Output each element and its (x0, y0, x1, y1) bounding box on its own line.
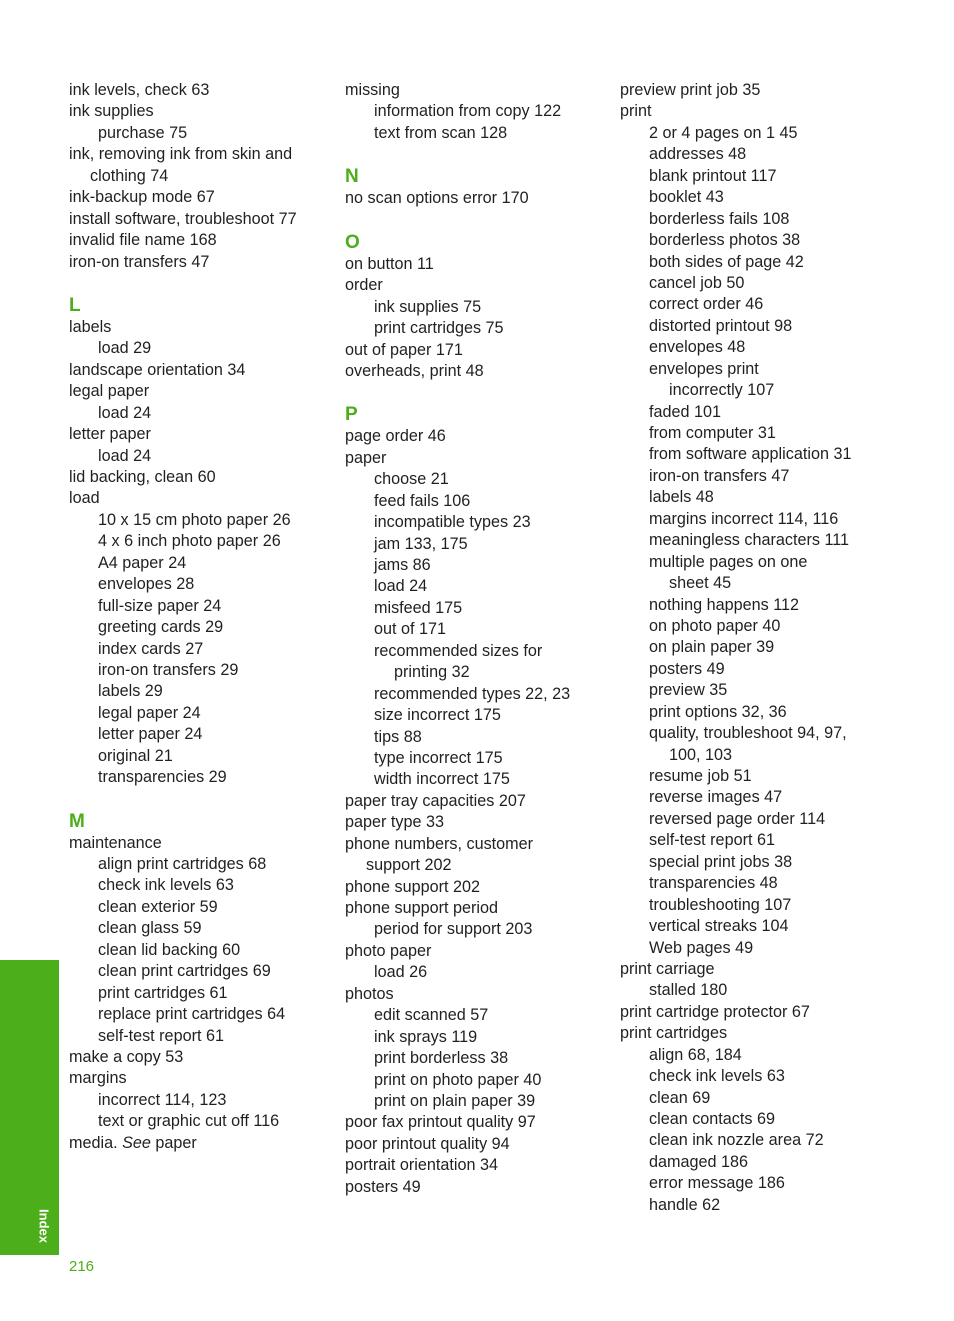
index-subentry: align print cartridges 68 (98, 855, 267, 873)
index-subentry: meaningless characters 111 (649, 531, 850, 550)
index-subentry: preview 35 (649, 681, 728, 700)
index-subentry: ink sprays 119 (374, 1027, 478, 1046)
index-subentry: load 26 (374, 963, 428, 982)
index-subentry: check ink levels 63 (649, 1067, 785, 1086)
index-subentry: transparencies 48 (649, 874, 778, 893)
index-subentry: print on plain paper 39 (374, 1091, 536, 1110)
index-entry: overheads, print 48 (345, 361, 484, 380)
index-subentry: envelopes print (649, 359, 759, 378)
index-subentry: troubleshooting 107 (649, 895, 792, 914)
index-subentry: special print jobs 38 (649, 852, 793, 871)
index-entry: phone support period (345, 899, 498, 917)
index-subentry: 4 x 6 inch photo paper 26 (98, 532, 281, 551)
index-entry: legal paper (69, 382, 150, 401)
index-subentry: information from copy 122 (374, 102, 562, 121)
index-letter-heading: L (69, 294, 81, 316)
index-subentry: error message 186 (649, 1174, 785, 1193)
index-subentry: full-size paper 24 (98, 596, 222, 615)
index-entry: margins (69, 1069, 127, 1088)
index-subentry: text from scan 128 (374, 123, 508, 142)
index-subentry: borderless fails 108 (649, 209, 790, 228)
index-entry: poor fax printout quality 97 (345, 1113, 536, 1132)
index-entry: on button 11 (345, 254, 434, 273)
page-number: 216 (69, 1258, 95, 1275)
index-subentry: purchase 75 (98, 123, 188, 142)
index-subentry: recommended sizes for (374, 641, 543, 660)
index-subentry: cancel job 50 (649, 273, 745, 292)
index-subentry: clean exterior 59 (98, 897, 218, 916)
index-subentry: incorrectly 107 (669, 381, 775, 400)
index-subentry: legal paper 24 (98, 703, 201, 722)
index-subentry: self-test report 61 (649, 831, 775, 850)
index-entry: ink supplies (69, 102, 154, 121)
index-subentry: incompatible types 23 (374, 513, 531, 532)
index-entry: order (345, 276, 383, 295)
index-entry: no scan options error 170 (345, 189, 529, 208)
index-subentry: clean contacts 69 (649, 1110, 775, 1128)
index-entry: print carriage (620, 959, 715, 978)
index-subentry: labels 29 (98, 682, 163, 701)
index-subentry: resume job 51 (649, 767, 752, 785)
index-subentry: ink supplies 75 (374, 297, 482, 316)
index-subentry: align 68, 184 (649, 1045, 742, 1064)
index-subentry: original 21 (98, 746, 173, 765)
index-entry: page order 46 (345, 427, 446, 446)
index-entry: landscape orientation 34 (69, 360, 246, 379)
index-subentry: load 24 (98, 446, 152, 465)
index-subentry: misfeed 175 (374, 598, 463, 617)
index-subentry: quality, troubleshoot 94, 97, (649, 724, 847, 743)
index-subentry: vertical streaks 104 (649, 917, 789, 936)
index-entry: preview print job 35 (620, 81, 761, 99)
index-subentry: borderless photos 38 (649, 231, 801, 250)
index-entry: print (620, 102, 652, 121)
index-entry: portrait orientation 34 (345, 1156, 498, 1175)
index-entry: missing (345, 81, 400, 99)
see-reference: See (122, 1133, 151, 1152)
index-subentry: on plain paper 39 (649, 638, 775, 657)
index-entry-text: media. (69, 1133, 118, 1152)
index-subentry: faded 101 (649, 402, 722, 421)
index-entry: make a copy 53 (69, 1047, 184, 1066)
index-subentry: type incorrect 175 (374, 748, 503, 767)
index-subentry: print options 32, 36 (649, 702, 787, 721)
index-subentry: recommended types 22, 23 (374, 684, 571, 703)
index-entry: ink-backup mode 67 (69, 188, 215, 207)
index-entry: out of paper 171 (345, 340, 463, 359)
index-subentry: printing 32 (394, 663, 470, 682)
index-entry: iron-on transfers 47 (69, 252, 210, 271)
index-subentry: edit scanned 57 (374, 1006, 489, 1025)
index-entry: ink, removing ink from skin and (69, 145, 293, 164)
index-subentry: 100, 103 (669, 745, 733, 764)
index-entry: phone numbers, customer (345, 834, 534, 853)
index-subentry: sheet 45 (669, 574, 732, 593)
index-subentry: jam 133, 175 (374, 534, 468, 553)
index-subentry: Web pages 49 (649, 938, 754, 957)
index-subentry: replace print cartridges 64 (98, 1005, 286, 1024)
index-subentry: choose 21 (374, 470, 449, 489)
index-entry: paper tray capacities 207 (345, 791, 526, 810)
index-subentry: print cartridges 61 (98, 983, 228, 1002)
index-subentry: iron-on transfers 29 (98, 660, 239, 679)
index-entry (69, 1133, 334, 1154)
index-subentry: clean glass 59 (98, 919, 202, 938)
index-subentry: damaged 186 (649, 1152, 749, 1171)
index-subentry: tips 88 (374, 727, 422, 746)
index-subentry: self-test report 61 (98, 1026, 224, 1045)
index-subentry: distorted printout 98 (649, 316, 793, 335)
index-subentry: greeting cards 29 (98, 618, 224, 637)
index-subentry: text or graphic cut off 116 (98, 1112, 280, 1131)
index-subentry: envelopes 48 (649, 338, 746, 357)
index-subentry: period for support 203 (374, 920, 533, 939)
index-letter-heading: M (69, 810, 85, 832)
index-subentry: from computer 31 (649, 424, 776, 442)
index-subentry: transparencies 29 (98, 768, 227, 787)
index-entry: poor printout quality 94 (345, 1134, 510, 1153)
index-subentry: on photo paper 40 (649, 616, 781, 635)
index-entry: install software, troubleshoot 77 (69, 209, 297, 228)
index-entry: invalid file name 168 (69, 231, 217, 250)
index-subentry: A4 paper 24 (98, 553, 187, 572)
index-subentry: handle 62 (649, 1195, 721, 1214)
index-letter-heading: P (345, 404, 358, 426)
index-entry: posters 49 (345, 1177, 421, 1196)
index-entry: support 202 (366, 856, 452, 875)
index-entry: labels (69, 317, 112, 336)
index-entry: photo paper (345, 941, 432, 960)
index-subentry: feed fails 106 (374, 491, 471, 510)
index-entry: clothing 74 (90, 166, 169, 185)
index-subentry: 10 x 15 cm photo paper 26 (98, 510, 291, 529)
index-entry: letter paper (69, 425, 151, 444)
index-subentry: both sides of page 42 (649, 252, 804, 271)
index-subentry: check ink levels 63 (98, 876, 234, 895)
index-subentry: addresses 48 (649, 145, 747, 164)
index-subentry: nothing happens 112 (649, 595, 800, 614)
index-entry: paper (345, 448, 387, 467)
index-subentry: print on photo paper 40 (374, 1070, 542, 1089)
index-subentry: print borderless 38 (374, 1049, 509, 1068)
index-letter-heading: N (345, 166, 359, 188)
index-subentry: load 29 (98, 339, 152, 358)
index-subentry: out of 171 (374, 620, 447, 639)
index-subentry: clean ink nozzle area 72 (649, 1131, 824, 1150)
index-subentry: width incorrect 175 (374, 770, 510, 789)
index-column-3 (620, 80, 920, 1216)
index-subentry: 2 or 4 pages on 1 45 (649, 123, 798, 142)
index-entry: photos (345, 984, 394, 1003)
index-entry: maintenance (69, 833, 162, 852)
index-subentry: incorrect 114, 123 (98, 1090, 227, 1109)
index-column-1 (69, 80, 334, 1154)
index-tab-label: Index (36, 1209, 52, 1243)
see-target: paper (155, 1133, 197, 1152)
index-entry: print cartridges (620, 1024, 728, 1043)
index-entry: lid backing, clean 60 (69, 468, 216, 486)
index-subentry: jams 86 (374, 556, 431, 574)
index-entry: paper type 33 (345, 813, 444, 832)
index-subentry: size incorrect 175 (374, 706, 501, 725)
index-subentry: reversed page order 114 (649, 809, 826, 828)
index-subentry: index cards 27 (98, 639, 204, 658)
index-subentry: margins incorrect 114, 116 (649, 509, 839, 528)
index-subentry: clean 69 (649, 1088, 711, 1107)
index-entry: load (69, 489, 100, 508)
index-subentry: from software application 31 (649, 445, 852, 464)
index-subentry: envelopes 28 (98, 575, 195, 594)
index-subentry: booklet 43 (649, 188, 724, 207)
index-entry: phone support 202 (345, 877, 481, 896)
index-subentry: posters 49 (649, 659, 725, 678)
index-subentry: load 24 (374, 577, 428, 596)
index-letter-heading: O (345, 231, 360, 253)
index-subentry: print cartridges 75 (374, 319, 504, 338)
index-subentry: letter paper 24 (98, 725, 203, 744)
index-subentry: correct order 46 (649, 295, 764, 314)
index-subentry: load 24 (98, 403, 152, 422)
index-subentry: clean print cartridges 69 (98, 962, 271, 981)
index-entry: print cartridge protector 67 (620, 1002, 810, 1021)
index-subentry: multiple pages on one (649, 552, 808, 571)
index-entry: ink levels, check 63 (69, 81, 210, 99)
index-subentry: reverse images 47 (649, 788, 783, 807)
index-subentry: iron-on transfers 47 (649, 466, 790, 485)
index-subentry: blank printout 117 (649, 166, 777, 185)
index-column-2 (345, 80, 610, 1198)
index-subentry: stalled 180 (649, 981, 728, 1000)
index-subentry: clean lid backing 60 (98, 940, 241, 959)
index-subentry: labels 48 (649, 488, 714, 507)
